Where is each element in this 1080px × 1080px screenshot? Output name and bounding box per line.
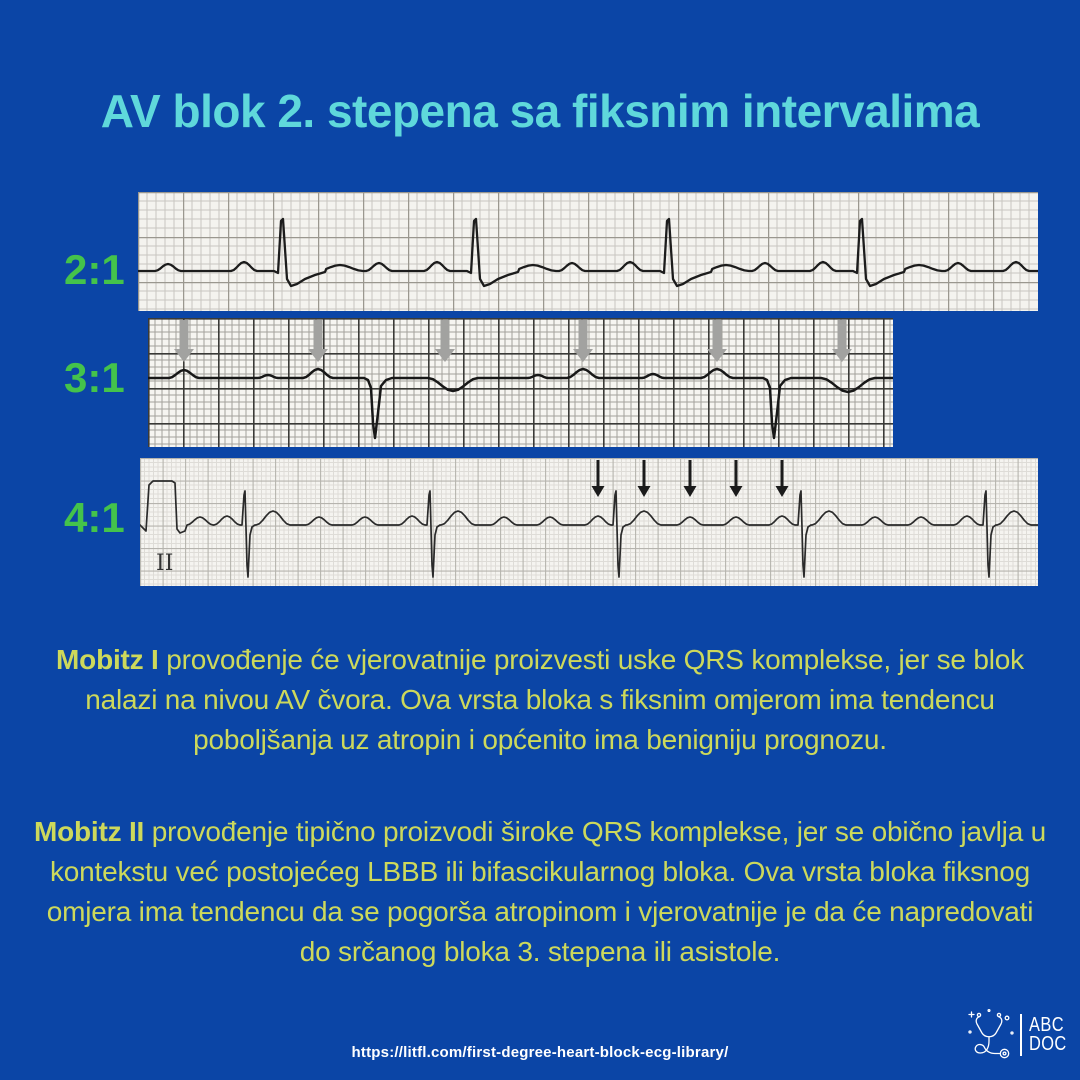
mobitz-2-lead: Mobitz II bbox=[33, 816, 145, 847]
ecg-ratio-label-3-1: 3:1 bbox=[64, 354, 125, 401]
source-url: https://litfl.com/first-degree-heart-block-ecg-library/ bbox=[351, 1044, 729, 1061]
mobitz-1-lead: Mobitz I bbox=[56, 644, 159, 675]
stethoscope-icon bbox=[968, 1008, 1015, 1062]
ecg-strip-2-1 bbox=[138, 192, 1038, 311]
ecg-ratio-label-2-1: 2:1 bbox=[64, 246, 125, 293]
mobitz-2-text: provođenje tipično proizvodi široke QRS komplekse, jer se obično javlja u kontekstu već postojećeg LBBB ili bifascikularnog bloka. Ova vrsta bloka fiksnog omjera ima tendencu da se pogorša atropinom i vjerovatnije je da će napredovati do srčanog bloka 3. stepena ili asistole. bbox=[46, 816, 1047, 967]
mobitz-1-paragraph bbox=[30, 640, 1050, 760]
logo-line-2: DOC bbox=[1029, 1033, 1067, 1055]
mobitz-2-paragraph bbox=[30, 812, 1050, 972]
ecg-ratio-label-4-1: 4:1 bbox=[64, 494, 125, 541]
logo-line-1: ABC bbox=[1029, 1014, 1064, 1036]
page-title: AV blok 2. stepena sa fiksnim intervalima bbox=[100, 85, 980, 137]
logo-wordmark bbox=[1029, 1016, 1067, 1054]
mobitz-1-text: provođenje će vjerovatnije proizvesti uske QRS komplekse, jer se blok nalazi na nivou AV čvora. Ova vrsta bloka s fiksnim omjerom ima tendencu poboljšanja uz atropin i općenito ima benigniju prognozu. bbox=[85, 644, 1024, 755]
ecg-strip-4-1 bbox=[140, 458, 1038, 586]
logo-divider bbox=[1020, 1014, 1022, 1056]
ecg-strip-3-1 bbox=[148, 318, 893, 447]
abcdoc-logo bbox=[968, 1008, 1075, 1062]
svg-text:II: II bbox=[156, 551, 174, 576]
